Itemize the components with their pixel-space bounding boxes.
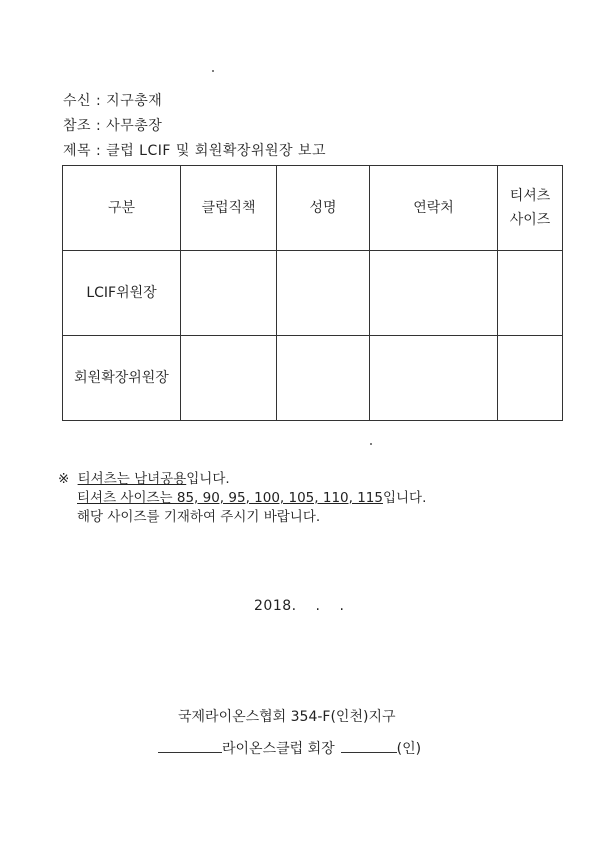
cell-tshirt-size[interactable] [498,251,563,336]
note-mark: ※ [58,471,70,487]
cell-club-position[interactable] [181,336,277,421]
cell-name[interactable] [277,251,370,336]
note-line-3: 해당 사이즈를 기재하여 주시기 바랍니다. [77,509,321,525]
note-line-1 [58,470,426,489]
note-line-1-rest: 입니다. [186,471,230,487]
column-header-category: 구분 [63,166,181,251]
note-sizes-emphasis: 티셔츠 사이즈는 85, 90, 95, 100, 105, 110, 115 [77,490,383,506]
date-line [254,598,358,614]
report-table [62,165,563,421]
cell-club-position[interactable] [181,251,277,336]
column-header-tshirt-size: 티셔츠 사이즈 [498,166,563,251]
table-header-row [63,166,563,251]
scan-dot [370,443,372,445]
club-name-blank[interactable] [158,738,222,753]
column-header-name: 성명 [277,166,370,251]
cell-tshirt-size[interactable] [498,336,563,421]
column-header-contact: 연락처 [370,166,498,251]
cell-name[interactable] [277,336,370,421]
recipient-line: 수신 : 지구총재 [63,93,163,109]
date-month: . [315,598,321,614]
district-name: 국제라이온스협회 354-F(인천)지구 [178,709,396,725]
row-category-lcif: LCIF위원장 [63,251,181,336]
note-unisex-emphasis: 티셔츠는 남녀공용 [77,471,187,487]
date-year: 2018. [254,598,297,614]
note-line-2 [58,489,426,508]
date-day: . [339,598,345,614]
club-president-label: 라이온스클럽 회장 [222,741,335,757]
scan-dot [212,70,214,72]
table-row [63,336,563,421]
cell-contact[interactable] [370,336,498,421]
signature-line [158,738,421,758]
notes-section [58,470,426,527]
table-row [63,251,563,336]
subject-line: 제목 : 클럽 LCIF 및 회원확장위원장 보고 [63,143,327,159]
seal-mark: (인) [396,741,422,757]
row-category-membership: 회원확장위원장 [63,336,181,421]
president-name-blank[interactable] [341,738,397,753]
column-header-club-position: 클럽직책 [181,166,277,251]
note-line-2-rest: 입니다. [382,490,427,506]
reference-line: 참조 : 사무총장 [63,118,163,134]
cell-contact[interactable] [370,251,498,336]
